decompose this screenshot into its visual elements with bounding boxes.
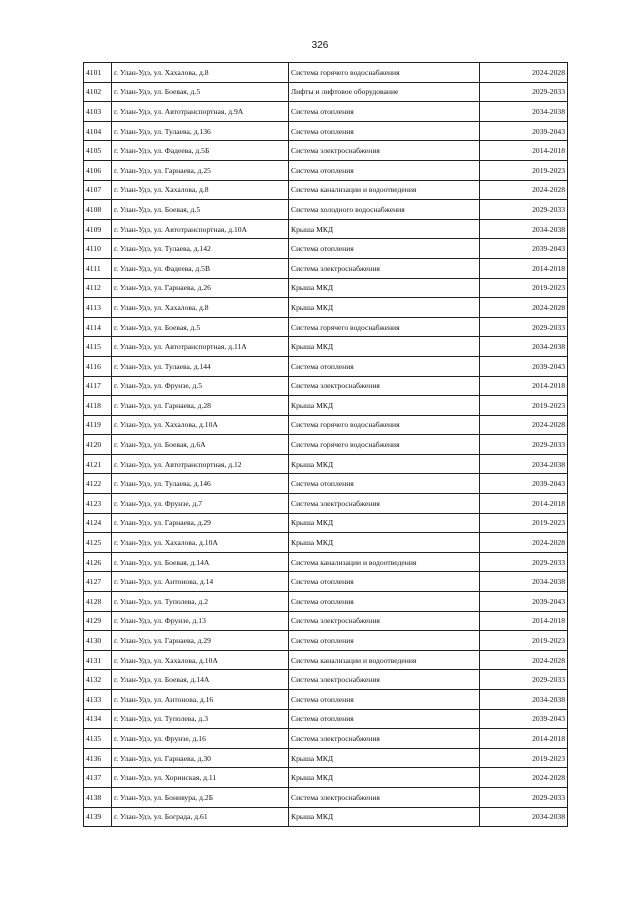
row-system: Крыша МКД (289, 454, 480, 474)
row-system: Система холодного водоснабжения (289, 200, 480, 220)
table-row (84, 709, 568, 729)
row-address: г. Улан-Удэ, ул. Фадеева, д.5В (112, 258, 289, 278)
row-period: 2039-2043 (480, 239, 568, 259)
table-row (84, 239, 568, 259)
row-number: 4135 (84, 729, 112, 749)
row-number: 4127 (84, 572, 112, 592)
row-system: Система горячего водоснабжения (289, 63, 480, 83)
row-address: г. Улан-Удэ, ул. Гарнаева, д.26 (112, 278, 289, 298)
row-period: 2014-2018 (480, 258, 568, 278)
row-system: Крыша МКД (289, 219, 480, 239)
row-number: 4102 (84, 82, 112, 102)
row-system: Система отопления (289, 356, 480, 376)
data-table (83, 62, 568, 827)
row-address: г. Улан-Удэ, ул. Боевая, д.5 (112, 317, 289, 337)
row-system: Крыша МКД (289, 298, 480, 318)
row-number: 4112 (84, 278, 112, 298)
row-system: Крыша МКД (289, 533, 480, 553)
row-number: 4116 (84, 356, 112, 376)
row-address: г. Улан-Удэ, ул. Фрунзе, д.5 (112, 376, 289, 396)
row-period: 2029-2033 (480, 787, 568, 807)
row-number: 4107 (84, 180, 112, 200)
row-address: г. Улан-Удэ, ул. Хахалова, д.10А (112, 650, 289, 670)
row-number: 4101 (84, 63, 112, 83)
row-number: 4131 (84, 650, 112, 670)
row-period: 2014-2018 (480, 729, 568, 749)
row-address: г. Улан-Удэ, ул. Фрунзе, д.7 (112, 494, 289, 514)
row-period: 2039-2043 (480, 356, 568, 376)
row-period: 2039-2043 (480, 121, 568, 141)
row-number: 4124 (84, 513, 112, 533)
row-address: г. Улан-Удэ, ул. Автотранспортная, д.10А (112, 219, 289, 239)
row-address: г. Улан-Удэ, ул. Хахалова, д.8 (112, 180, 289, 200)
row-period: 2014-2018 (480, 376, 568, 396)
row-address: г. Улан-Удэ, ул. Антонова, д.16 (112, 690, 289, 710)
row-system: Система отопления (289, 160, 480, 180)
row-system: Система отопления (289, 474, 480, 494)
row-system: Система отопления (289, 102, 480, 122)
row-number: 4132 (84, 670, 112, 690)
row-number: 4139 (84, 807, 112, 827)
table-row (84, 787, 568, 807)
table-row (84, 415, 568, 435)
row-address: г. Улан-Удэ, ул. Боевая, д.5 (112, 200, 289, 220)
row-address: г. Улан-Удэ, ул. Тулаева, д.144 (112, 356, 289, 376)
row-address: г. Улан-Удэ, ул. Боевая, д.6А (112, 435, 289, 455)
table-row (84, 141, 568, 161)
row-system: Крыша МКД (289, 768, 480, 788)
row-address: г. Улан-Удэ, ул. Хахалова, д.10А (112, 533, 289, 553)
row-system: Система канализации и водоотведения (289, 180, 480, 200)
row-address: г. Улан-Удэ, ул. Боевая, д.14А (112, 670, 289, 690)
table-row (84, 494, 568, 514)
row-period: 2019-2023 (480, 748, 568, 768)
row-number: 4119 (84, 415, 112, 435)
table-row (84, 435, 568, 455)
row-period: 2024-2028 (480, 768, 568, 788)
table-row (84, 63, 568, 83)
row-address: г. Улан-Удэ, ул. Боевая, д.14А (112, 552, 289, 572)
row-period: 2024-2028 (480, 650, 568, 670)
row-address: г. Улан-Удэ, ул. Хахалова, д.8 (112, 298, 289, 318)
row-period: 2039-2043 (480, 474, 568, 494)
row-period: 2029-2033 (480, 317, 568, 337)
row-system: Система электроснабжения (289, 670, 480, 690)
row-period: 2014-2018 (480, 611, 568, 631)
row-number: 4122 (84, 474, 112, 494)
row-address: г. Улан-Удэ, ул. Тулаева, д.136 (112, 121, 289, 141)
row-number: 4136 (84, 748, 112, 768)
row-address: г. Улан-Удэ, ул. Бограда, д.61 (112, 807, 289, 827)
table-row (84, 474, 568, 494)
row-system: Крыша МКД (289, 807, 480, 827)
table-row (84, 631, 568, 651)
row-period: 2034-2038 (480, 219, 568, 239)
table-row (84, 670, 568, 690)
row-system: Крыша МКД (289, 748, 480, 768)
row-system: Крыша МКД (289, 513, 480, 533)
row-period: 2034-2038 (480, 807, 568, 827)
row-number: 4117 (84, 376, 112, 396)
row-address: г. Улан-Удэ, ул. Хахалова, д.10А (112, 415, 289, 435)
table-row (84, 748, 568, 768)
row-address: г. Улан-Удэ, ул. Гарнаева, д.29 (112, 631, 289, 651)
row-number: 4120 (84, 435, 112, 455)
row-period: 2029-2033 (480, 552, 568, 572)
row-number: 4121 (84, 454, 112, 474)
row-address: г. Улан-Удэ, ул. Фрунзе, д.16 (112, 729, 289, 749)
row-system: Система отопления (289, 592, 480, 612)
table-row (84, 552, 568, 572)
row-system: Система электроснабжения (289, 258, 480, 278)
row-address: г. Улан-Удэ, ул. Автотранспортная, д.12 (112, 454, 289, 474)
table-row (84, 611, 568, 631)
row-number: 4134 (84, 709, 112, 729)
table-row (84, 121, 568, 141)
row-number: 4104 (84, 121, 112, 141)
row-address: г. Улан-Удэ, ул. Гарнаева, д.25 (112, 160, 289, 180)
row-address: г. Улан-Удэ, ул. Тулаева, д.146 (112, 474, 289, 494)
row-system: Система отопления (289, 631, 480, 651)
row-address: г. Улан-Удэ, ул. Автотранспортная, д.11А (112, 337, 289, 357)
row-period: 2019-2023 (480, 631, 568, 651)
row-address: г. Улан-Удэ, ул. Гарнаева, д.28 (112, 396, 289, 416)
row-system: Система отопления (289, 709, 480, 729)
row-system: Система электроснабжения (289, 494, 480, 514)
table-row (84, 807, 568, 827)
row-period: 2019-2023 (480, 396, 568, 416)
row-period: 2019-2023 (480, 513, 568, 533)
table-body (84, 63, 568, 827)
row-number: 4103 (84, 102, 112, 122)
row-number: 4118 (84, 396, 112, 416)
row-period: 2029-2033 (480, 82, 568, 102)
row-system: Система электроснабжения (289, 729, 480, 749)
row-period: 2034-2038 (480, 102, 568, 122)
row-system: Лифты и лифтовое оборудование (289, 82, 480, 102)
row-system: Система канализации и водоотведения (289, 650, 480, 670)
row-period: 2034-2038 (480, 572, 568, 592)
row-number: 4114 (84, 317, 112, 337)
row-system: Система отопления (289, 572, 480, 592)
row-period: 2019-2023 (480, 160, 568, 180)
table-row (84, 200, 568, 220)
row-period: 2014-2018 (480, 141, 568, 161)
row-address: г. Улан-Удэ, ул. Хахалова, д.8 (112, 63, 289, 83)
table-row (84, 298, 568, 318)
row-period: 2039-2043 (480, 592, 568, 612)
table-row (84, 160, 568, 180)
page-number: 326 (311, 40, 329, 51)
row-number: 4111 (84, 258, 112, 278)
row-address: г. Улан-Удэ, ул. Хоринская, д.11 (112, 768, 289, 788)
table-row (84, 180, 568, 200)
row-number: 4106 (84, 160, 112, 180)
row-address: г. Улан-Удэ, ул. Боевая, д.5 (112, 82, 289, 102)
table-row (84, 768, 568, 788)
row-address: г. Улан-Удэ, ул. Гарнаева, д.30 (112, 748, 289, 768)
row-system: Система электроснабжения (289, 611, 480, 631)
table-row (84, 513, 568, 533)
table-row (84, 102, 568, 122)
row-period: 2024-2028 (480, 180, 568, 200)
row-system: Система горячего водоснабжения (289, 435, 480, 455)
row-period: 2024-2028 (480, 63, 568, 83)
table-row (84, 278, 568, 298)
row-system: Система горячего водоснабжения (289, 317, 480, 337)
table-row (84, 376, 568, 396)
row-system: Система горячего водоснабжения (289, 415, 480, 435)
row-period: 2024-2028 (480, 415, 568, 435)
table-row (84, 454, 568, 474)
table-row (84, 572, 568, 592)
row-address: г. Улан-Удэ, ул. Бонивура, д.2Б (112, 787, 289, 807)
table-row (84, 317, 568, 337)
row-number: 4110 (84, 239, 112, 259)
table-row (84, 82, 568, 102)
row-system: Крыша МКД (289, 396, 480, 416)
row-number: 4126 (84, 552, 112, 572)
table-row (84, 650, 568, 670)
row-number: 4109 (84, 219, 112, 239)
row-address: г. Улан-Удэ, ул. Фадеева, д.5Б (112, 141, 289, 161)
row-system: Система отопления (289, 121, 480, 141)
row-period: 2039-2043 (480, 709, 568, 729)
table-row (84, 690, 568, 710)
row-number: 4137 (84, 768, 112, 788)
table-row (84, 592, 568, 612)
row-system: Система отопления (289, 239, 480, 259)
row-number: 4130 (84, 631, 112, 651)
row-period: 2034-2038 (480, 690, 568, 710)
row-period: 2019-2023 (480, 278, 568, 298)
table-row (84, 219, 568, 239)
row-number: 4108 (84, 200, 112, 220)
row-number: 4113 (84, 298, 112, 318)
row-system: Система электроснабжения (289, 787, 480, 807)
row-number: 4133 (84, 690, 112, 710)
row-period: 2024-2028 (480, 298, 568, 318)
row-system: Система отопления (289, 690, 480, 710)
row-number: 4123 (84, 494, 112, 514)
row-period: 2029-2033 (480, 435, 568, 455)
row-number: 4128 (84, 592, 112, 612)
table-row (84, 258, 568, 278)
row-number: 4115 (84, 337, 112, 357)
table-row (84, 396, 568, 416)
row-period: 2014-2018 (480, 494, 568, 514)
row-system: Крыша МКД (289, 337, 480, 357)
row-period: 2024-2028 (480, 533, 568, 553)
row-system: Система электроснабжения (289, 376, 480, 396)
row-address: г. Улан-Удэ, ул. Туполева, д.2 (112, 592, 289, 612)
row-number: 4129 (84, 611, 112, 631)
row-number: 4138 (84, 787, 112, 807)
row-system: Крыша МКД (289, 278, 480, 298)
row-number: 4105 (84, 141, 112, 161)
row-period: 2029-2033 (480, 200, 568, 220)
table-row (84, 729, 568, 749)
row-address: г. Улан-Удэ, ул. Антонова, д.14 (112, 572, 289, 592)
row-address: г. Улан-Удэ, ул. Фрунзе, д.13 (112, 611, 289, 631)
row-address: г. Улан-Удэ, ул. Гарнаева, д.29 (112, 513, 289, 533)
row-address: г. Улан-Удэ, ул. Автотранспортная, д.9А (112, 102, 289, 122)
row-number: 4125 (84, 533, 112, 553)
row-period: 2034-2038 (480, 454, 568, 474)
table-row (84, 337, 568, 357)
row-system: Система электроснабжения (289, 141, 480, 161)
row-period: 2029-2033 (480, 670, 568, 690)
row-address: г. Улан-Удэ, ул. Тулаева, д.142 (112, 239, 289, 259)
row-system: Система канализации и водоотведения (289, 552, 480, 572)
table-row (84, 533, 568, 553)
row-address: г. Улан-Удэ, ул. Туполева, д.3 (112, 709, 289, 729)
table-row (84, 356, 568, 376)
row-period: 2034-2038 (480, 337, 568, 357)
